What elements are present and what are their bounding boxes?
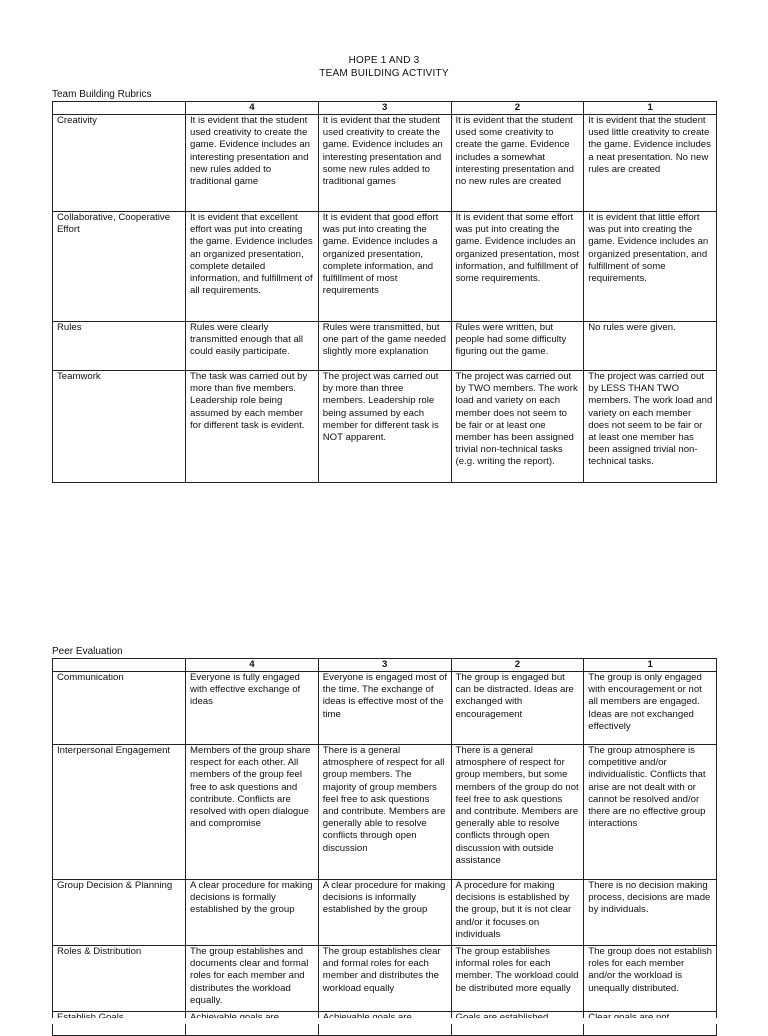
rubric-cell: Rules were transmitted, but one part of the game needed slightly more explanation (318, 322, 451, 371)
rubric-cell: Members of the group share respect for each other. All members of the group feel free to ask questions and contribute. Conflicts are resolved with open dialogue and compromise (186, 745, 319, 880)
peer-evaluation-table (52, 658, 717, 1036)
table-row (53, 212, 717, 322)
rubric-cell: It is evident that excellent effort was put into creating the game. Evidence includes an organized presentation, complete detailed information, and fulfillment of all requirements. (186, 212, 319, 322)
rubric-cell: A clear procedure for making decisions is formally established by the group (186, 880, 319, 946)
rubric-cell: The group establishes clear and formal roles for each member and distributes the workload equally (318, 946, 451, 1012)
rubric-cell: A clear procedure for making decisions is informally established by the group (318, 880, 451, 946)
peer-evaluation-label: Peer Evaluation (52, 646, 123, 657)
team-building-label: Team Building Rubrics (52, 89, 152, 100)
criteria-header (53, 659, 186, 672)
table-row (53, 115, 717, 212)
page-bottom-edge (0, 1018, 768, 1024)
rubric-cell: Everyone is fully engaged with effective exchange of ideas (186, 672, 319, 745)
rubric-cell: No rules were given. (584, 322, 717, 371)
rubric-cell: It is evident that little effort was put into creating the game. Evidence includes an organized presentation, and fulfillment of some requirements. (584, 212, 717, 322)
rubric-cell: The group atmosphere is competitive and/or individualistic. Conflicts that arise are not dealt with or cannot be resolved and/or there are no effective group interactions (584, 745, 717, 880)
rubric-cell: It is evident that the student used creativity to create the game. Evidence includes an interesting presentation and some new rules added to traditional games (318, 115, 451, 212)
rubric-cell: It is evident that the student used little creativity to create the game. Evidence includes a neat presentation. No new rules are created (584, 115, 717, 212)
rubric-cell: Everyone is engaged most of the time. The exchange of ideas is effective most of the time (318, 672, 451, 745)
team-building-rubric-table (52, 101, 717, 483)
score-header-2: 2 (451, 659, 584, 672)
rubric-cell: A procedure for making decisions is established by the group, but it is not clear and/or it focuses on individuals (451, 880, 584, 946)
criteria-header (53, 102, 186, 115)
score-header-3: 3 (318, 659, 451, 672)
document-title (0, 54, 768, 80)
title-line-2: TEAM BUILDING ACTIVITY (319, 68, 449, 79)
score-header-2: 2 (451, 102, 584, 115)
score-header-1: 1 (584, 659, 717, 672)
table-row (53, 745, 717, 880)
rubric-cell: Rules were clearly transmitted enough that all could easily participate. (186, 322, 319, 371)
table-row (53, 946, 717, 1012)
criterion-cell: Communication (53, 672, 186, 745)
table-row (53, 371, 717, 483)
rubric-cell: There is a general atmosphere of respect for group members, but some members of the group do not feel free to ask questions and contribute. Members are generally able to resolve conflicts through open discussion with outside assistance (451, 745, 584, 880)
score-header-1: 1 (584, 102, 717, 115)
rubric-cell: There is no decision making process, decisions are made by individuals. (584, 880, 717, 946)
table-row (53, 880, 717, 946)
table-header-row (53, 659, 717, 672)
rubric-cell: It is evident that the student used creativity to create the game. Evidence includes an interesting presentation and new rules added to traditional game (186, 115, 319, 212)
criterion-cell: Roles & Distribution (53, 946, 186, 1012)
rubric-cell: The project was carried out by TWO members. The work load and variety on each member does not seem to be fair or at least one member has been assigned trivial non-technical tasks (e.g. writing the report). (451, 371, 584, 483)
rubric-cell: It is evident that the student used some creativity to create the game. Evidence includes a somewhat interesting presentation and no new rules are created (451, 115, 584, 212)
score-header-3: 3 (318, 102, 451, 115)
rubric-cell: The group does not establish roles for each member and/or the workload is unequally distributed. (584, 946, 717, 1012)
title-line-1: HOPE 1 AND 3 (348, 55, 420, 66)
rubric-cell: There is a general atmosphere of respect for all group members. The majority of group members feel free to ask questions and contribute. Members are generally able to resolve conflicts through open discussion (318, 745, 451, 880)
table-row (53, 322, 717, 371)
table-row (53, 672, 717, 745)
criterion-cell: Group Decision & Planning (53, 880, 186, 946)
rubric-cell: It is evident that good effort was put into creating the game. Evidence includes a organized presentation, complete information, and fulfillment of most requirements (318, 212, 451, 322)
rubric-cell: It is evident that some effort was put into creating the game. Evidence includes an organized presentation, most information, and fulfillment of some requirements. (451, 212, 584, 322)
criterion-cell: Collaborative, Cooperative Effort (53, 212, 186, 322)
score-header-4: 4 (186, 102, 319, 115)
rubric-cell: The group is engaged but can be distracted. Ideas are exchanged with encouragement (451, 672, 584, 745)
rubric-cell: The group establishes and documents clear and formal roles for each member and distributes the workload equally. (186, 946, 319, 1012)
score-header-4: 4 (186, 659, 319, 672)
rubric-cell: Rules were written, but people had some difficulty figuring out the game. (451, 322, 584, 371)
criterion-cell: Creativity (53, 115, 186, 212)
criterion-cell: Interpersonal Engagement (53, 745, 186, 880)
rubric-cell: The project was carried out by LESS THAN TWO members. The work load and variety on each member does not seem to be fair or at least one member has been assigned trivial non-technical tasks. (584, 371, 717, 483)
rubric-cell: The task was carried out by more than five members. Leadership role being assumed by each member for different task is evident. (186, 371, 319, 483)
rubric-cell: The group establishes informal roles for each member. The workload could be distributed more equally (451, 946, 584, 1012)
table-header-row (53, 102, 717, 115)
rubric-cell: The project was carried out by more than three members. Leadership role being assumed by each member for different task is NOT apparent. (318, 371, 451, 483)
rubric-cell: The group is only engaged with encouragement or not all members are engaged. Ideas are not exchanged effectively (584, 672, 717, 745)
criterion-cell: Rules (53, 322, 186, 371)
criterion-cell: Teamwork (53, 371, 186, 483)
